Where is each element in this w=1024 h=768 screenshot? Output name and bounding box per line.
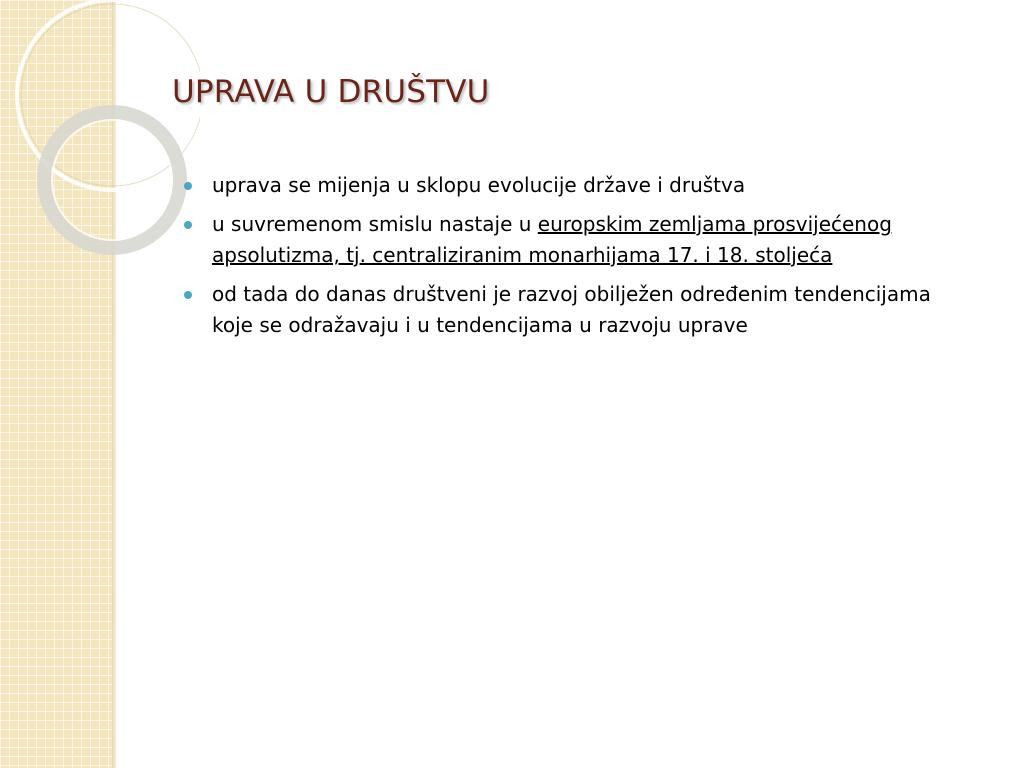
- bullet-text: od tada do danas društveni je razvoj obilježen određenim tendencijama koje se odražavaju i u tendencijama u razvoju uprave: [212, 282, 931, 337]
- bullet-dot-icon: [184, 221, 192, 229]
- bullet-item: [182, 170, 972, 201]
- bullet-dot-icon: [184, 291, 192, 299]
- bullet-link[interactable]: europskim zemljama prosvijećenog apsolutizma, tj. centraliziranim monarhijama 17. i 18. stoljeća: [212, 212, 892, 267]
- decorative-ring-gray: [44, 112, 180, 248]
- bullet-text-prefix: u suvremenom smislu nastaje u: [212, 212, 538, 236]
- decorative-circles: [0, 0, 200, 320]
- bullet-dot-icon: [184, 182, 192, 190]
- slide-title: UPRAVA U DRUŠTVU: [172, 74, 490, 110]
- bullet-list: [182, 170, 972, 349]
- bullet-item: [182, 279, 972, 341]
- bullet-item: [182, 209, 972, 271]
- bullet-text: uprava se mijenja u sklopu evolucije države i društva: [212, 173, 746, 197]
